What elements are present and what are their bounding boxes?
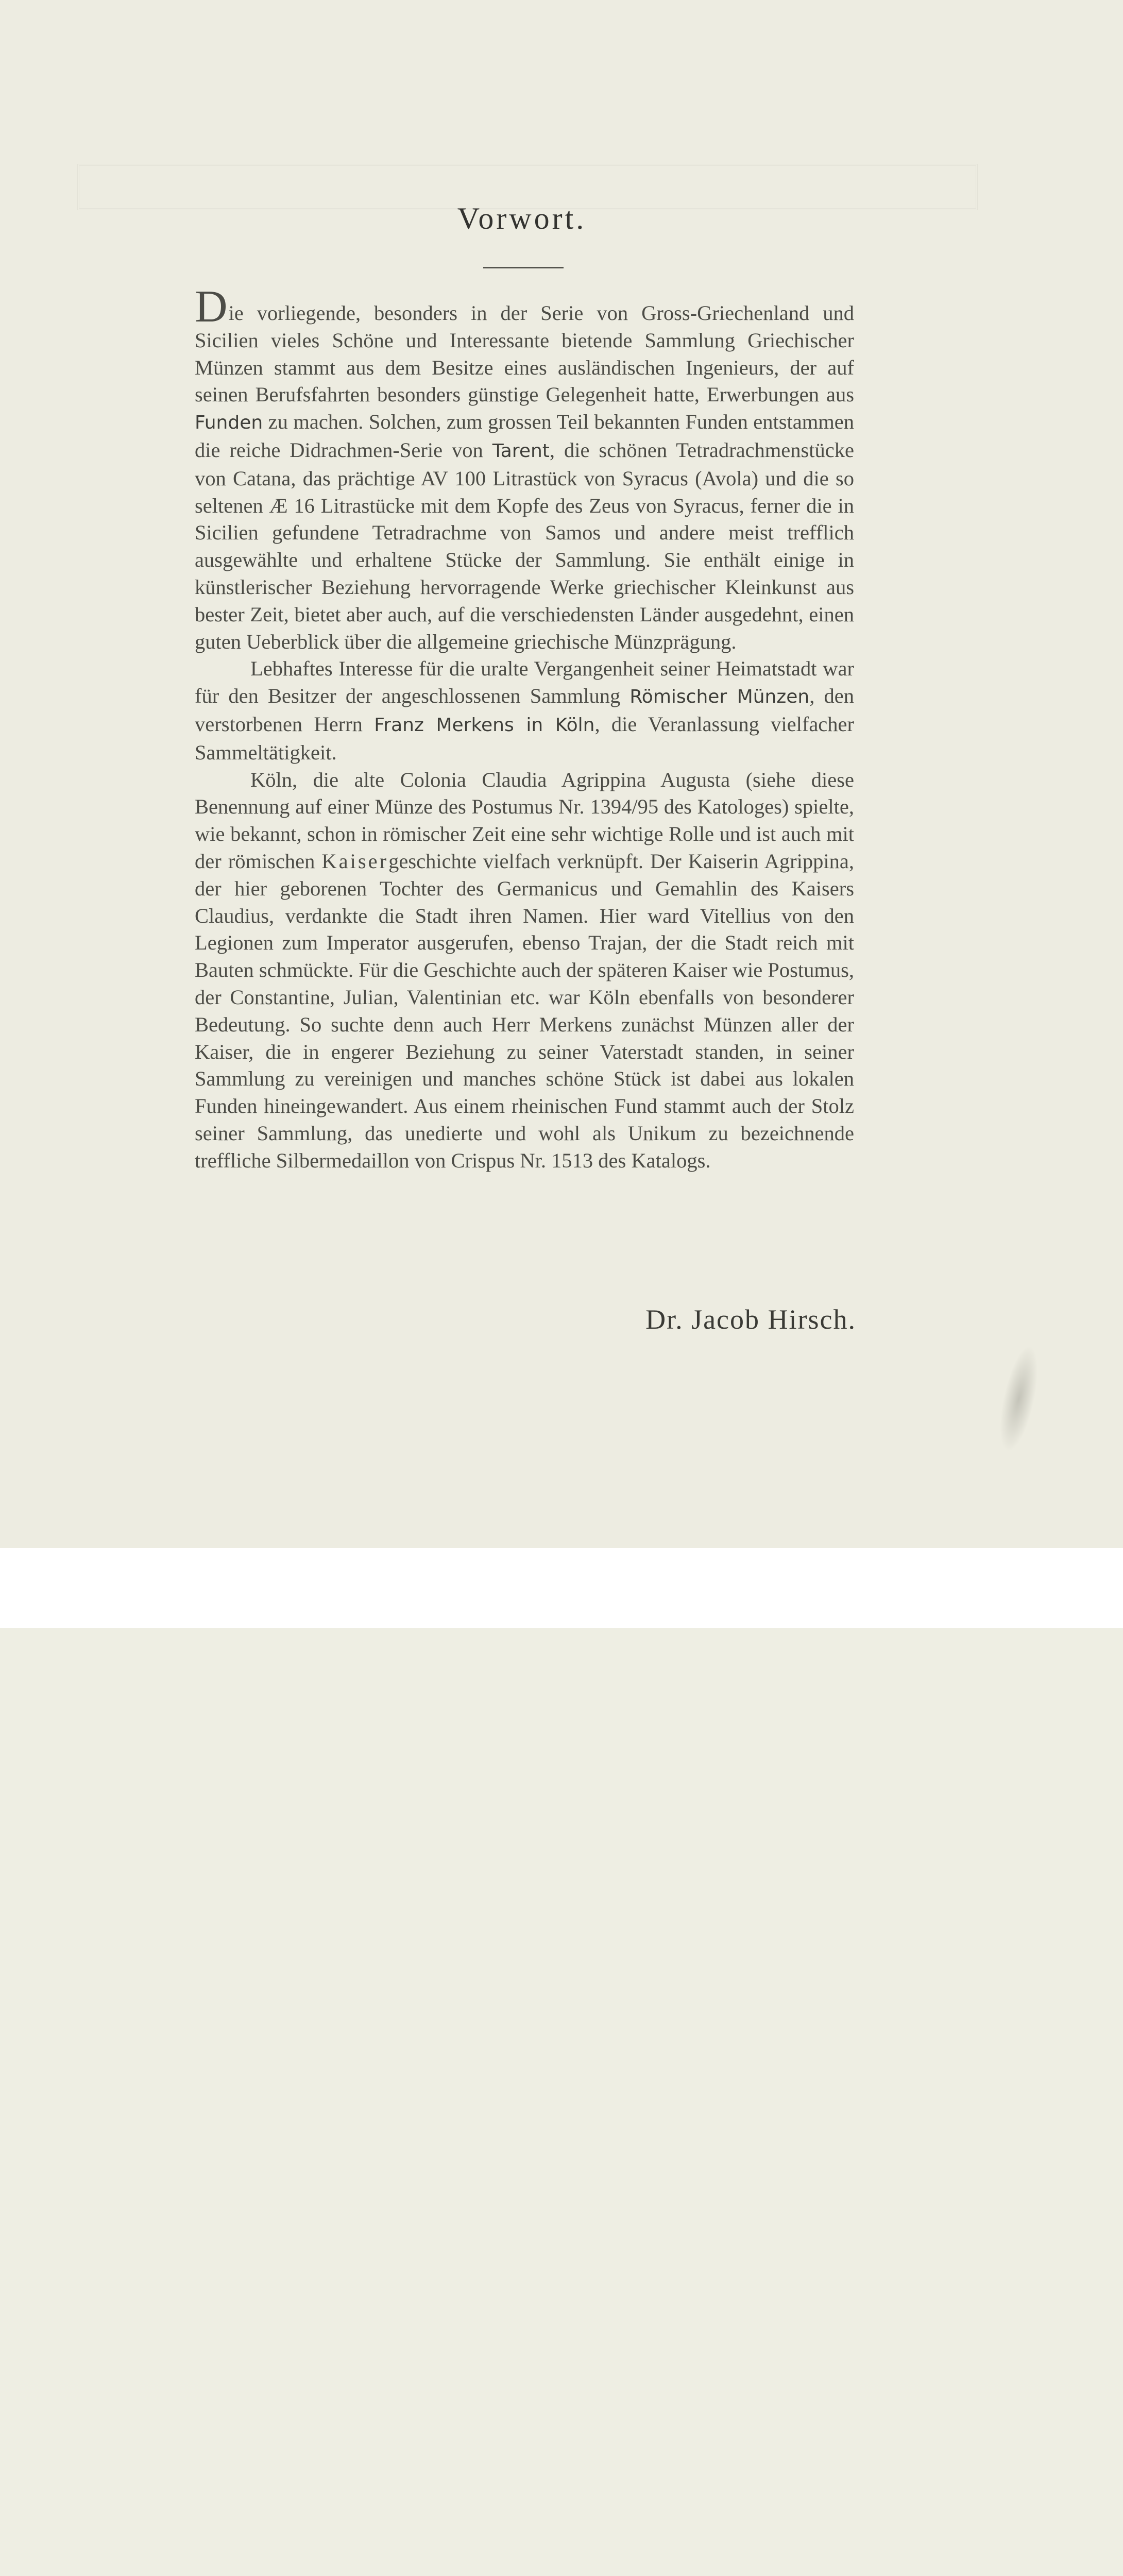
text-run: Funden bbox=[195, 412, 263, 434]
text-run: Römischer Münzen bbox=[629, 686, 810, 708]
footer-bar bbox=[0, 1548, 1123, 1628]
text-run: Köln, die alte Colonia Claudia Agrippina Augusta (siehe diese Benennung auf einer Münze des Postumus Nr. 1394/95 des Katologes) spielte, wie bekannt, schon in römischer Zeit eine sehr wichtige Rolle und ist auch mit der römischen bbox=[195, 768, 854, 873]
text-run: geschichte vielfach verknüpft. Der Kaiserin Agrippina, der hier geborenen Tochter des Germanicus und Gemahlin des Kaisers Claudius, verdankte die Stadt ihren Namen. Hier ward Vitellius von den Legionen zum Imperator ausgerufen, ebenso Trajan, der die Stadt reich mit Bauten schmückte. Für die Geschichte auch der späteren Kaiser wie Postumus, der Constantine, Julian, Valentinian etc. war Köln ebenfalls von besonderer Bedeutung. So suchte denn auch Herr Merkens zunächst Münzen aller der Kaiser, die in engerer Beziehung zu seiner Vaterstadt standen, in seiner Sammlung zu vereinigen und manches schöne Stück ist dabei aus lokalen Funden hineingewandert. Aus einem rheinischen Fund stammt auch der Stolz seiner Sammlung, das unedierte und wohl als Unikum zu bezeichnende treffliche Silbermedaillon von Crispus Nr. 1513 des Katalogs. bbox=[195, 849, 854, 1172]
paragraph-3 bbox=[195, 767, 854, 1175]
page-title: Vorwort. bbox=[457, 201, 587, 235]
text-run: Lebhaftes Interesse für die uralte Vergangenheit seiner Heimatstadt war für den Besitzer der angeschlossenen Sammlung bbox=[195, 657, 854, 708]
paragraph-1 bbox=[195, 282, 854, 655]
title-rule bbox=[483, 267, 564, 268]
drop-cap: D bbox=[195, 282, 228, 332]
text-run: ie vorliegende, besonders in der Serie von Gross-Griechenland und Sicilien vieles Schöne und Interessante bietende Sammlung Griechischer Münzen stammt aus dem Besitze eines ausländischen Ingenieurs, der auf seinen Berufsfahrten besonders günstige Gelegenheit hatte, Erwerbungen aus bbox=[195, 301, 854, 406]
text-run: , den verstorbenen Herrn bbox=[195, 684, 854, 736]
text-run: , die schönen Tetradrachmenstücke von Catana, das prächtige AV 100 Litrastück von Syracus (Avola) und die so seltenen Æ 16 Litrastücke mit dem Kopfe des Zeus von Syracus, ferner die in Sicilien gefundene Tetradrachme von Samos und andere meist trefflich ausgewählte und erhaltene Stücke der Sammlung. Sie enthält einige in künstlerischer Beziehung hervorragende Werke griechischer Kleinkunst aus bester Zeit, bietet aber auch, auf die verschiedensten Länder ausgedehnt, einen guten Ueberblick über die allgemeine griechische Münzprägung. bbox=[195, 438, 854, 653]
paragraph-1-text bbox=[195, 301, 854, 653]
body-text bbox=[195, 282, 854, 1175]
paper-smudge bbox=[993, 1343, 1045, 1455]
text-run: Kaiser bbox=[321, 849, 389, 873]
text-run: , die Veranlassung vielfacher Sammeltätigkeit. bbox=[195, 712, 854, 764]
signature: Dr. Jacob Hirsch. bbox=[645, 1304, 856, 1335]
text-run: zu machen. Solchen, zum grossen Teil bekannten Funden entstammen die reiche Didrachmen-Serie von bbox=[195, 410, 854, 462]
text-run: Franz Merkens in Köln bbox=[374, 714, 595, 736]
text-run: Tarent bbox=[492, 440, 550, 462]
paragraph-2 bbox=[195, 655, 854, 766]
